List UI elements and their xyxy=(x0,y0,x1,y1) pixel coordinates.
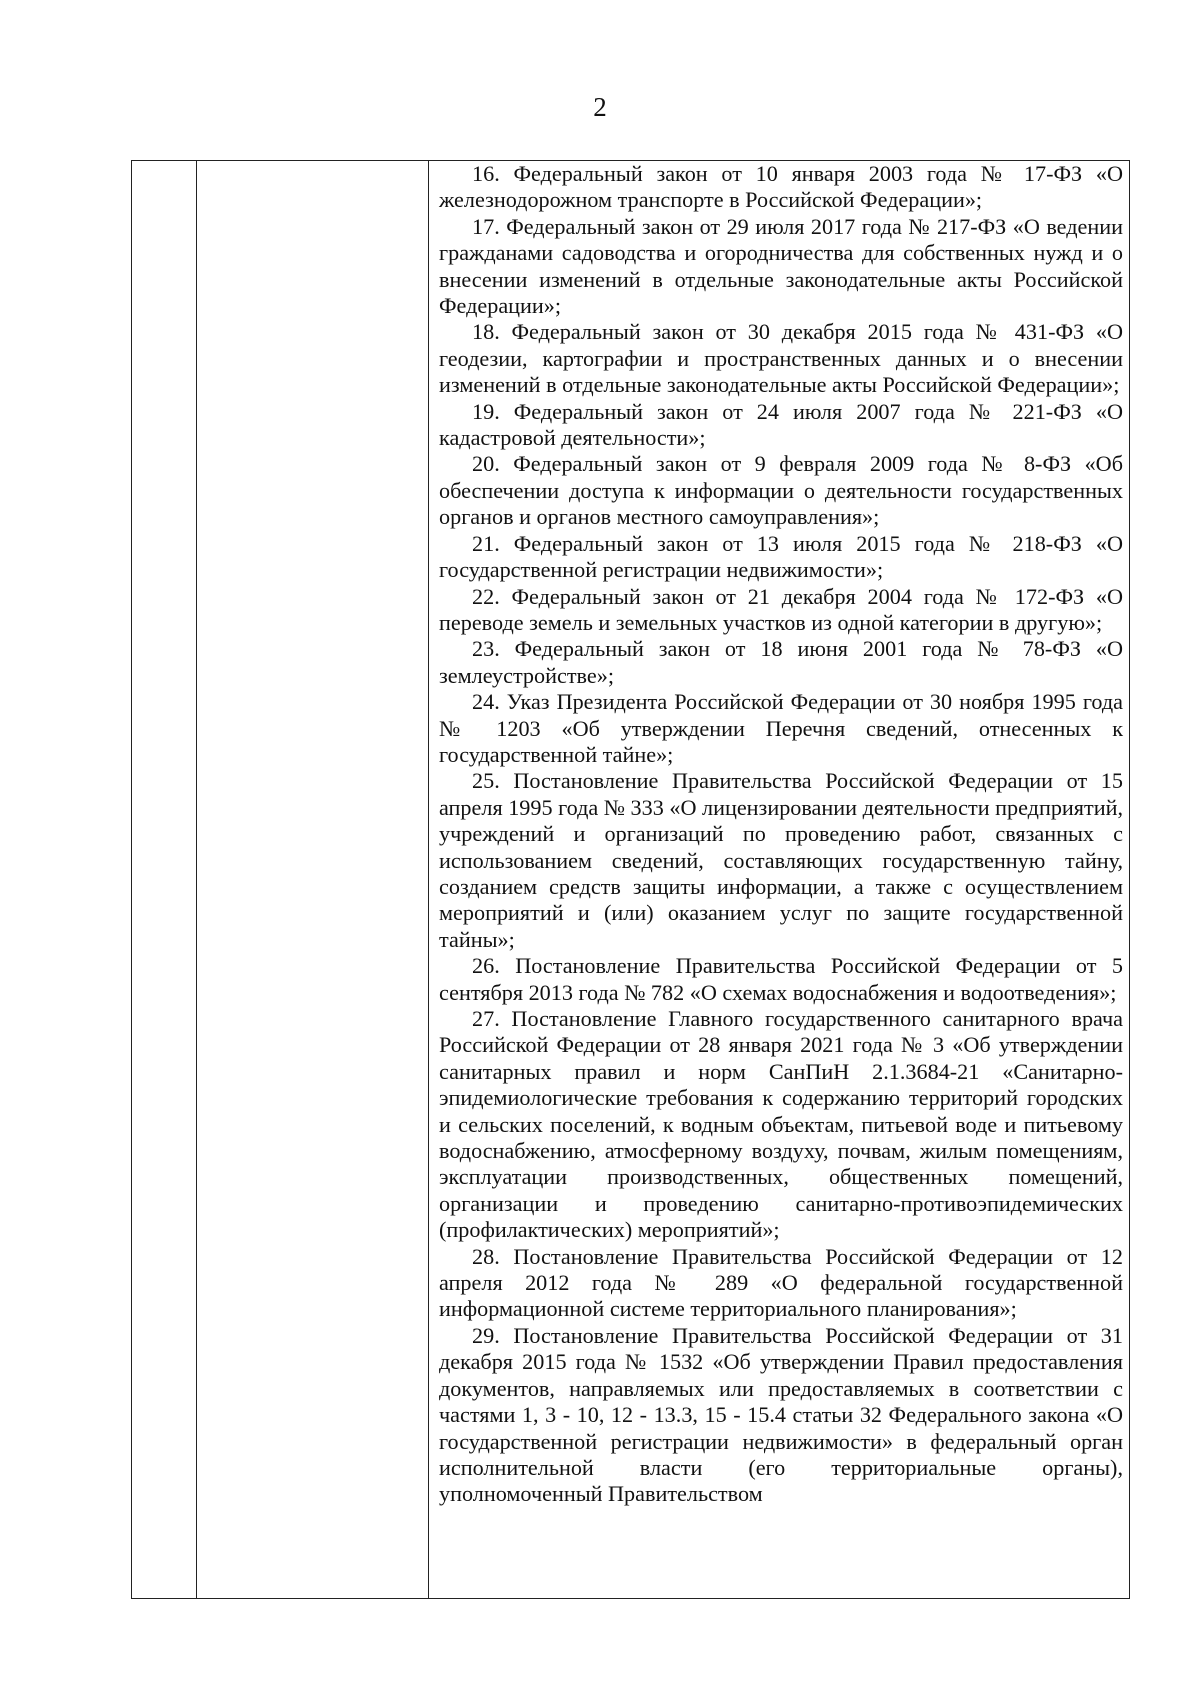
list-item: 28. Постановление Правительства Российской Федерации от 12 апреля 2012 года № 289 «О федеральной государственной информационной системе территориального планирования»; xyxy=(439,1243,1123,1322)
list-item: 17. Федеральный закон от 29 июля 2017 года № 217-ФЗ «О ведении гражданами садоводства и огородничества для собственных нужд и о внесении изменений в отдельные законодательные акты Российской Федерации»; xyxy=(439,213,1123,319)
list-item: 16. Федеральный закон от 10 января 2003 года № 17-ФЗ «О железнодорожном транспорте в Российской Федерации»; xyxy=(439,161,1123,213)
list-item: 18. Федеральный закон от 30 декабря 2015 года № 431-ФЗ «О геодезии, картографии и пространственных данных и о внесении изменений в отдельные законодательные акты Российской Федерации»; xyxy=(439,319,1123,398)
list-item: 23. Федеральный закон от 18 июня 2001 года № 78-ФЗ «О землеустройстве»; xyxy=(439,636,1123,688)
list-item: 20. Федеральный закон от 9 февраля 2009 года № 8-ФЗ «Об обеспечении доступа к информации о деятельности государственных органов и органов местного самоуправления»; xyxy=(439,451,1123,530)
list-item: 25. Постановление Правительства Российской Федерации от 15 апреля 1995 года № 333 «О лицензировании деятельности предприятий, учреждений и организаций по проведению работ, связанных с использованием сведений, составляющих государственную тайну, созданием средств защиты информации, а также с осуществлением мероприятий и (или) оказанием услуг по защите государственной тайны»; xyxy=(439,768,1123,952)
list-item: 26. Постановление Правительства Российской Федерации от 5 сентября 2013 года № 782 «О схемах водоснабжения и водоотведения»; xyxy=(439,953,1123,1005)
list-item: 29. Постановление Правительства Российской Федерации от 31 декабря 2015 года № 1532 «Об утверждении Правил предоставления документов, направляемых или предоставляемых в соответствии с частями 1, 3 - 10, 12 - 13.3, 15 - 15.4 статьи 32 Федерального закона «О государственной регистрации недвижимости» в федеральный орган исполнительной власти (его территориальные органы), уполномоченный Правительством xyxy=(439,1322,1123,1507)
list-item: 19. Федеральный закон от 24 июля 2007 года № 221-ФЗ «О кадастровой деятельности»; xyxy=(439,398,1123,451)
page-number: 2 xyxy=(593,92,607,122)
list-item: 24. Указ Президента Российской Федерации от 30 ноября 1995 года № 1203 «Об утверждении Перечня сведений, отнесенных к государственной тайне»; xyxy=(439,689,1123,767)
list-item: 27. Постановление Главного государственного санитарного врача Российской Федерации от 28 января 2021 года № 3 «Об утверждении санитарных правил и норм СанПиН 2.1.3684-21 «Санитарно-эпидемиологические требования к содержанию территорий городских и сельских поселений, к водным объектам, питьевой воде и питьевому водоснабжению, атмосферному воздуху, почвам, жилым помещениям, эксплуатации производственных, общественных помещений, организации и проведению санитарно-противоэпидемических (профилактических) мероприятий»; xyxy=(439,1006,1123,1243)
document-table xyxy=(131,160,1130,1599)
list-item: 22. Федеральный закон от 21 декабря 2004 года № 172-ФЗ «О переводе земель и земельных участков из одной категории в другую»; xyxy=(439,583,1123,635)
column-divider-1 xyxy=(196,161,197,1598)
legal-acts-list xyxy=(429,161,1129,1508)
list-item: 21. Федеральный закон от 13 июля 2015 года № 218-ФЗ «О государственной регистрации недвижимости»; xyxy=(439,530,1123,583)
